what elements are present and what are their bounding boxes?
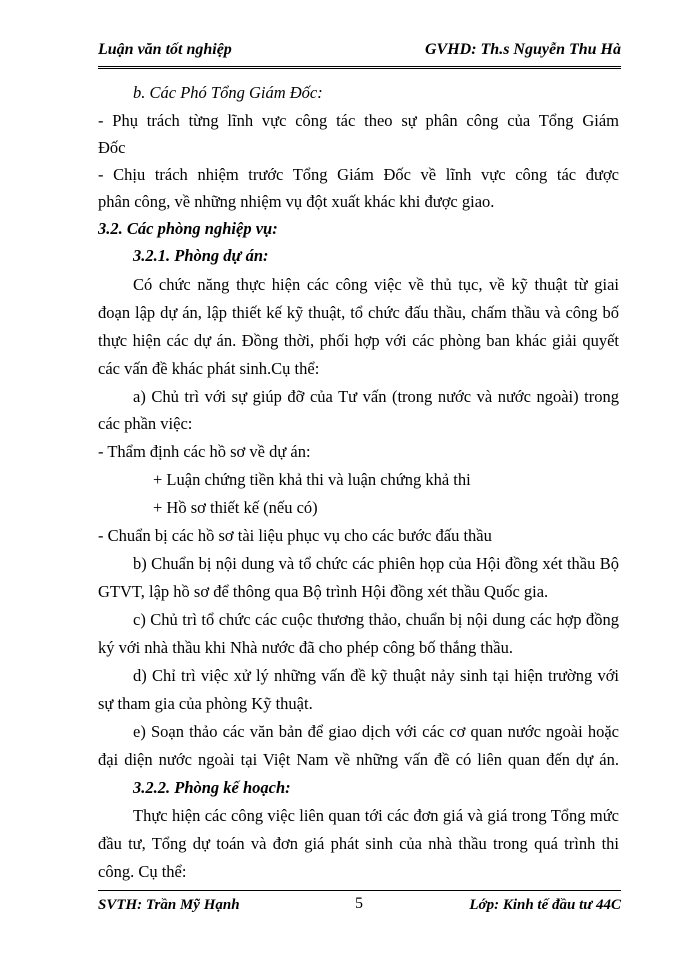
- paragraph-line: sự tham gia của phòng Kỹ thuật.: [98, 694, 313, 713]
- page-number: 5: [355, 895, 363, 912]
- paragraph-line: a) Chủ trì với sự giúp đỡ của Tư vấn (trong nước và nước ngoài) trong: [133, 387, 619, 406]
- header-advisor: GVHD: Th.s Nguyễn Thu Hà: [424, 41, 621, 58]
- subsection-heading-deputy-directors: b. Các Phó Tổng Giám Đốc:: [133, 83, 323, 102]
- paragraph-line: e) Soạn thảo các văn bản để giao dịch với các cơ quan nước ngoài hoặc: [133, 722, 619, 741]
- paragraph-line: - Chịu trách nhiệm trước Tổng Giám Đốc về lĩnh vực công tác được: [98, 165, 619, 184]
- paragraph-line: đầu tư, Tổng dự toán và đơn giá phát sinh của nhà thầu trong quá trình thi: [98, 834, 619, 853]
- paragraph-line: Có chức năng thực hiện các công việc về thủ tục, về kỹ thuật từ giai: [133, 275, 619, 294]
- footer-class: Lớp: Kinh tế đầu tư 44C: [469, 897, 621, 913]
- list-item: + Luận chứng tiền khả thi và luận chứng khả thi: [153, 470, 471, 489]
- paragraph-line: Thực hiện các công việc liên quan tới các đơn giá và giá trong Tổng mức: [133, 806, 619, 825]
- subsection-heading-planning-dept: 3.2.2. Phòng kế hoạch:: [133, 778, 291, 797]
- paragraph-line: đại diện nước ngoài tại Việt Nam về những vấn đề có liên quan đến dự án.: [98, 750, 619, 769]
- header-thesis-title: Luận văn tốt nghiệp: [98, 41, 232, 58]
- section-heading-departments: 3.2. Các phòng nghiệp vụ:: [98, 219, 278, 238]
- paragraph-line: các phần việc:: [98, 414, 193, 433]
- paragraph-line: công. Cụ thể:: [98, 862, 187, 881]
- paragraph-line: c) Chủ trì tổ chức các cuộc thương thảo, chuẩn bị nội dung các hợp đồng: [133, 610, 619, 629]
- paragraph-line: - Phụ trách từng lĩnh vực công tác theo sự phân công của Tổng Giám: [98, 111, 619, 130]
- list-item: - Chuẩn bị các hồ sơ tài liệu phục vụ cho các bước đấu thầu: [98, 526, 492, 545]
- paragraph-line: Đốc: [98, 138, 126, 157]
- footer-student: SVTH: Trần Mỹ Hạnh: [98, 897, 240, 913]
- paragraph-line: các vấn đề khác phát sinh.Cụ thể:: [98, 359, 320, 378]
- paragraph-line: GTVT, lập hồ sơ để thông qua Bộ trình Hội đồng xét thầu Quốc gia.: [98, 582, 549, 601]
- paragraph-line: b) Chuẩn bị nội dung và tổ chức các phiên họp của Hội đồng xét thầu Bộ: [133, 554, 619, 573]
- paragraph-line: đoạn lập dự án, lập thiết kế kỹ thuật, tổ chức đấu thầu, chấm thầu và công bố: [98, 303, 619, 322]
- list-item: - Thẩm định các hồ sơ về dự án:: [98, 442, 311, 461]
- paragraph-line: ký với nhà thầu khi Nhà nước đã cho phép công bố thắng thầu.: [98, 638, 513, 657]
- paragraph-line: phân công, về những nhiệm vụ đột xuất khác khi được giao.: [98, 192, 495, 211]
- page-footer: [98, 890, 621, 921]
- list-item: + Hồ sơ thiết kế (nếu có): [153, 498, 318, 517]
- page-header: [98, 38, 621, 69]
- paragraph-line: d) Chỉ trì việc xử lý những vấn đề kỹ thuật nảy sinh tại hiện trường với: [133, 666, 619, 685]
- paragraph-line: thực hiện các dự án. Đồng thời, phối hợp với các phòng ban khác giải quyết: [98, 331, 619, 350]
- subsection-heading-project-dept: 3.2.1. Phòng dự án:: [133, 246, 269, 265]
